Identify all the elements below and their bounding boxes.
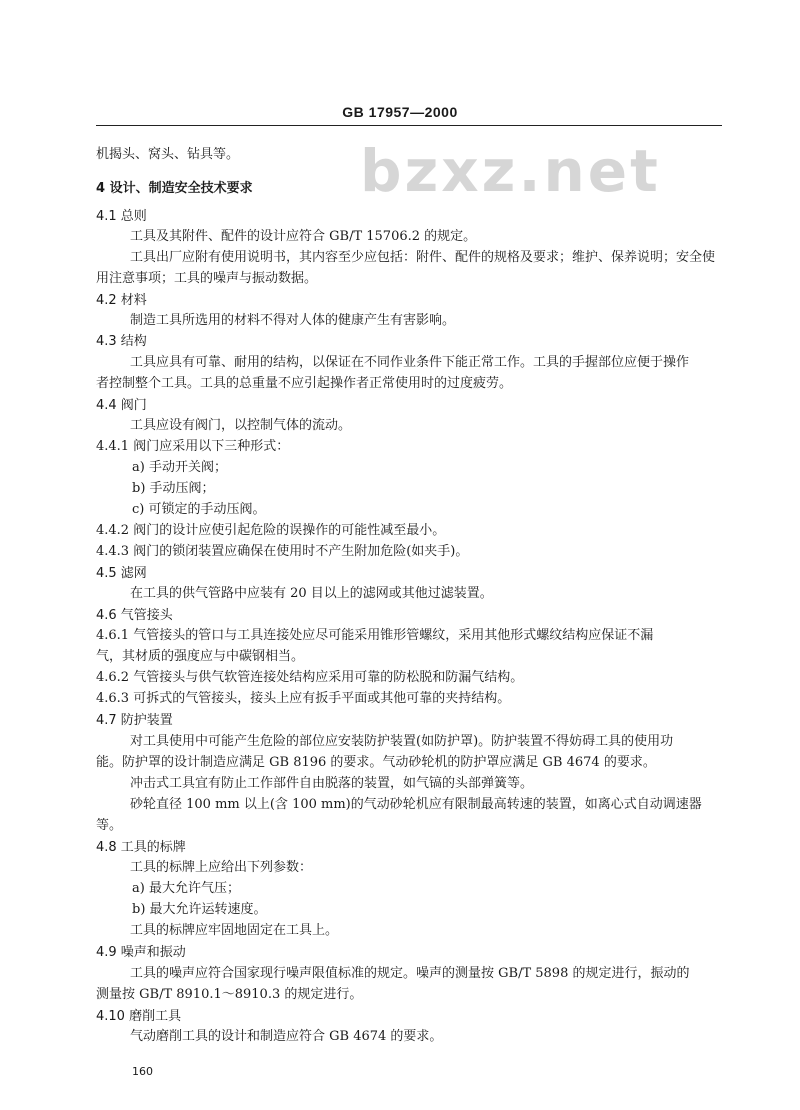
list-item: b) 最大允许运转速度。 (132, 902, 267, 917)
text-line: 气动磨削工具的设计和制造应符合 GB 4674 的要求。 (130, 1029, 443, 1044)
watermark: bzxz.net (360, 137, 661, 205)
list-item: a) 最大允许气压； (132, 881, 240, 896)
section-heading: 4 设计、制造安全技术要求 (96, 181, 253, 196)
clause-heading: 4.5 滤网 (96, 566, 147, 581)
text-line: 制造工具所选用的材料不得对人体的健康产生有害影响。 (130, 313, 456, 328)
clause-heading: 4.10 磨削工具 (96, 1009, 182, 1024)
standard-number-header: GB 17957—2000 (342, 104, 458, 120)
text-line: 4.6.3 可拆式的气管接头，接头上应有扳手平面或其他可靠的夹持结构。 (96, 691, 511, 706)
text-line: 工具应设有阀门，以控制气体的流动。 (130, 418, 352, 433)
list-item: c) 可锁定的手动压阀。 (132, 502, 266, 517)
text-line: 机揭头、窝头、钻具等。 (96, 147, 240, 162)
text-line: 等。 (96, 818, 123, 833)
text-line: 4.4.3 阀门的锁闭装置应确保在使用时不产生附加危险(如夹手)。 (96, 544, 469, 559)
clause-heading: 4.4 阀门 (96, 398, 147, 413)
text-line: 4.4.2 阀门的设计应使引起危险的误操作的可能性减至最小。 (96, 523, 446, 538)
text-line: 4.4.1 阀门应采用以下三种形式： (96, 439, 290, 454)
clause-heading: 4.6 气管接头 (96, 608, 173, 623)
text-line: 气，其材质的强度应与中碳钢相当。 (96, 649, 305, 664)
text-line: 冲击式工具宜有防止工作部件自由脱落的装置，如气镐的头部弹簧等。 (130, 776, 534, 791)
clause-heading: 4.9 噪声和振动 (96, 945, 186, 960)
clause-heading: 4.8 工具的标牌 (96, 840, 186, 855)
text-line: 对工具使用中可能产生危险的部位应安装防护装置(如防护罩)。防护装置不得妨碍工具的使用功 (130, 734, 674, 749)
list-item: b) 手动压阀； (132, 481, 215, 496)
text-line: 工具的标牌应牢固地固定在工具上。 (130, 923, 339, 938)
text-line: 在工具的供气管路中应装有 20 目以上的滤网或其他过滤装置。 (130, 586, 493, 601)
text-line: 工具的噪声应符合国家现行噪声限值标准的规定。噪声的测量按 GB/T 5898 的规定进行，振动的 (130, 966, 690, 981)
text-line: 4.6.1 气管接头的管口与工具连接处应尽可能采用锥形管螺纹，采用其他形式螺纹结构应保证不漏 (96, 628, 654, 643)
page-number: 160 (132, 1065, 153, 1078)
text-line: 用注意事项；工具的噪声与振动数据。 (96, 271, 318, 286)
text-line: 者控制整个工具。工具的总重量不应引起操作者正常使用时的过度疲劳。 (96, 376, 513, 391)
text-line: 工具出厂应附有使用说明书，其内容至少应包括：附件、配件的规格及要求；维护、保养说明；安全使 (130, 250, 716, 265)
list-item: a) 手动开关阀； (132, 460, 227, 475)
clause-heading: 4.2 材料 (96, 293, 147, 308)
clause-heading: 4.7 防护装置 (96, 713, 173, 728)
text-line: 测量按 GB/T 8910.1～8910.3 的规定进行。 (96, 987, 363, 1002)
text-line: 能。防护罩的设计制造应满足 GB 8196 的要求。气动砂轮机的防护罩应满足 GB 4674 的要求。 (96, 755, 656, 770)
text-line: 工具及其附件、配件的设计应符合 GB/T 15706.2 的规定。 (130, 229, 477, 244)
text-line: 工具的标牌上应给出下列参数： (130, 860, 313, 875)
clause-heading: 4.3 结构 (96, 334, 147, 349)
text-line: 砂轮直径 100 mm 以上(含 100 mm)的气动砂轮机应有限制最高转速的装置，如离心式自动调速器 (130, 797, 702, 812)
clause-heading: 4.1 总则 (96, 209, 147, 224)
header-rule (96, 125, 722, 126)
text-line: 工具应具有可靠、耐用的结构，以保证在不同作业条件下能正常工作。工具的手握部位应便于操作 (130, 355, 690, 370)
text-line: 4.6.2 气管接头与供气软管连接处结构应采用可靠的防松脱和防漏气结构。 (96, 670, 524, 685)
